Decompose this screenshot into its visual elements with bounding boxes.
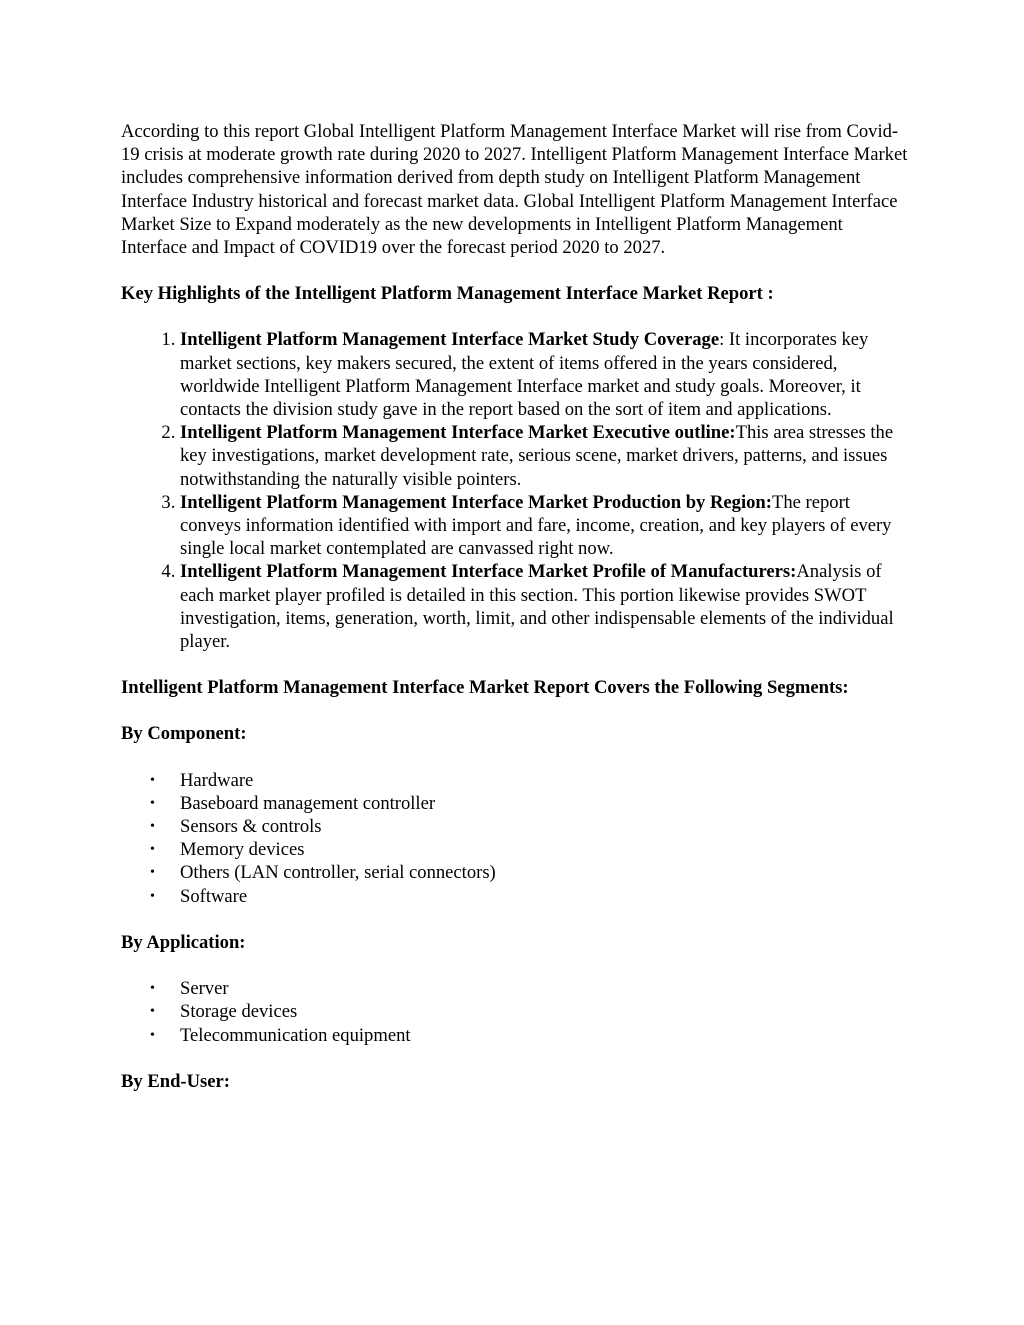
highlight-title: Intelligent Platform Management Interface Market Executive outline:	[180, 422, 736, 444]
application-list	[121, 977, 911, 1047]
highlights-list	[121, 328, 911, 653]
list-item	[150, 792, 911, 815]
list-item	[150, 815, 911, 838]
bullet-icon: •	[150, 842, 155, 858]
enduser-heading: By End-User:	[121, 1070, 230, 1092]
application-label: Server	[180, 978, 229, 1000]
application-heading: By Application:	[121, 931, 246, 953]
document-page	[121, 120, 911, 1116]
list-item	[150, 885, 911, 908]
highlight-title: Intelligent Platform Management Interface Market Study Coverage	[180, 329, 720, 351]
list-item	[150, 769, 911, 792]
highlight-text: This area stresses the key investigations, market development rate, serious scene, market drivers, patterns, and issues notwithstanding the naturally visible pointers.	[180, 422, 894, 490]
bullet-icon: •	[150, 981, 155, 997]
bullet-icon: •	[150, 888, 155, 904]
component-label: Others (LAN controller, serial connectors)	[180, 862, 496, 884]
application-label: Storage devices	[180, 1001, 298, 1023]
segments-heading: Intelligent Platform Management Interface Market Report Covers the Following Segments:	[121, 677, 849, 699]
highlight-text: Analysis of each market player profiled is detailed in this section. This portion likewise provides SWOT investigation, items, generation, worth, limit, and other indispensable elements of the individual player.	[180, 561, 894, 653]
list-item	[180, 491, 911, 561]
list-item	[150, 977, 911, 1000]
component-label: Software	[180, 885, 248, 907]
application-label: Telecommunication equipment	[180, 1024, 411, 1046]
highlight-text: : It incorporates key market sections, key makers secured, the extent of items offered in the years considered, worldwide Intelligent Platform Management Interface market and study goals. Moreover, it contacts the division study gave in the report based on the sort of item and applications.	[180, 329, 869, 421]
bullet-icon: •	[150, 865, 155, 881]
component-heading: By Component:	[121, 723, 247, 745]
component-label: Baseboard management controller	[180, 792, 436, 814]
bullet-icon: •	[150, 819, 155, 835]
bullet-icon: •	[150, 1027, 155, 1043]
highlight-title: Intelligent Platform Management Interface Market Profile of Manufacturers:	[180, 561, 797, 583]
list-item	[150, 1000, 911, 1023]
list-item	[150, 838, 911, 861]
list-item	[180, 328, 911, 421]
highlight-text: The report conveys information identified with import and fare, income, creation, and key players of every single local market contemplated are canvassed right now.	[180, 491, 892, 560]
list-item	[150, 1024, 911, 1047]
list-item	[180, 421, 911, 491]
component-label: Hardware	[180, 769, 254, 791]
component-label: Sensors & controls	[180, 816, 322, 838]
bullet-icon: •	[150, 795, 155, 811]
highlight-title: Intelligent Platform Management Interface Market Production by Region:	[180, 491, 772, 513]
component-label: Memory devices	[180, 839, 305, 861]
list-item	[150, 861, 911, 884]
intro-paragraph: According to this report Global Intelligent Platform Management Interface Market will rise from Covid-19 crisis at moderate growth rate during 2020 to 2027. Intelligent Platform Management Interface Market includes comprehensive information derived from depth study on Intelligent Platform Management Interface Industry historical and forecast market data. Global Intelligent Platform Management Interface Market Size to Expand moderately as the new developments in Intelligent Platform Management Interface and Impact of COVID19 over the forecast period 2020 to 2027.	[121, 121, 908, 259]
list-item	[180, 560, 911, 653]
bullet-icon: •	[150, 1004, 155, 1020]
highlights-heading: Key Highlights of the Intelligent Platform Management Interface Market Report :	[121, 283, 774, 305]
component-list	[121, 769, 911, 908]
bullet-icon: •	[150, 772, 155, 788]
